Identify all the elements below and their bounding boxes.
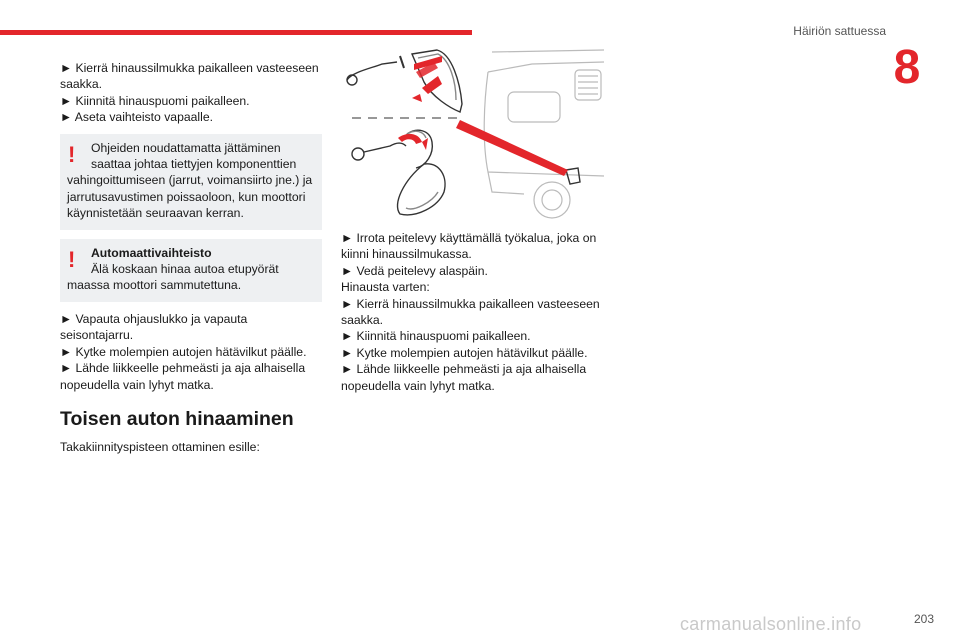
step-line: kiinni hinaussilmukassa.: [341, 247, 472, 262]
warning-box-automatic: [60, 239, 322, 302]
warning-line: käynnistetään seuraavan kerran.: [67, 206, 244, 221]
step-line: ► Lähde liikkeelle pehmeästi ja aja alhaisella: [60, 361, 306, 376]
top-accent-bar: [0, 30, 472, 35]
warning-line: jarrutusavustimen poissaoloon, kun moottori: [67, 189, 306, 204]
section-heading: Toisen auton hinaaminen: [60, 407, 294, 430]
step-line: ► Kierrä hinaussilmukka paikalleen vasteeseen: [60, 61, 319, 75]
section-title: Häiriön sattuessa: [793, 24, 886, 38]
warning-line: Ohjeiden noudattamatta jättäminen: [91, 140, 281, 155]
step-line: nopeudella vain lyhyt matka.: [341, 378, 495, 393]
chapter-number: 8: [893, 41, 921, 94]
step-line: ► Kytke molempien autojen hätävilkut päälle.: [60, 344, 307, 359]
section-subtext: Takakiinnityspisteen ottaminen esille:: [60, 439, 260, 454]
step-line: saakka.: [60, 77, 103, 92]
watermark: carmanualsonline.info: [680, 614, 862, 634]
step-line: ► Vedä peitelevy alaspäin.: [341, 263, 488, 278]
warning-line: Älä koskaan hinaa autoa etupyörät: [91, 262, 279, 277]
right-column: [341, 230, 603, 394]
step-line: ► Irrota peitelevy käyttämällä työkalua, joka on: [341, 231, 597, 245]
step-line: ► Kierrä hinaussilmukka paikalleen vasteeseen: [341, 296, 600, 311]
step-line: ► Kiinnitä hinauspuomi paikalleen.: [341, 329, 531, 344]
step-line: ► Kytke molempien autojen hätävilkut päälle.: [341, 345, 588, 360]
warning-title: Automaattivaihteisto: [91, 245, 212, 260]
towing-illustration: [342, 42, 604, 220]
warning-line: saattaa johtaa tiettyjen komponenttien: [91, 157, 297, 172]
warning-box-brakes: [60, 134, 322, 230]
warning-line: vahingoittumiseen (jarrut, voimansiirto jne.) ja: [67, 173, 313, 188]
step-line: ► Vapauta ohjauslukko ja vapauta: [60, 311, 248, 326]
step-line: Hinausta varten:: [341, 280, 430, 295]
step-line: nopeudella vain lyhyt matka.: [60, 377, 214, 392]
warning-icon: !: [68, 246, 76, 272]
left-column: [60, 60, 322, 455]
step-line: seisontajarru.: [60, 328, 134, 343]
step-line: ► Kiinnitä hinauspuomi paikalleen.: [60, 93, 250, 108]
step-line: ► Lähde liikkeelle pehmeästi ja aja alhaisella: [341, 362, 587, 377]
page-number: 203: [913, 612, 934, 626]
warning-icon: !: [68, 141, 76, 167]
step-line: ► Aseta vaihteisto vapaalle.: [60, 110, 213, 125]
step-line: saakka.: [341, 313, 384, 328]
warning-line: maassa moottori sammutettuna.: [67, 278, 242, 293]
